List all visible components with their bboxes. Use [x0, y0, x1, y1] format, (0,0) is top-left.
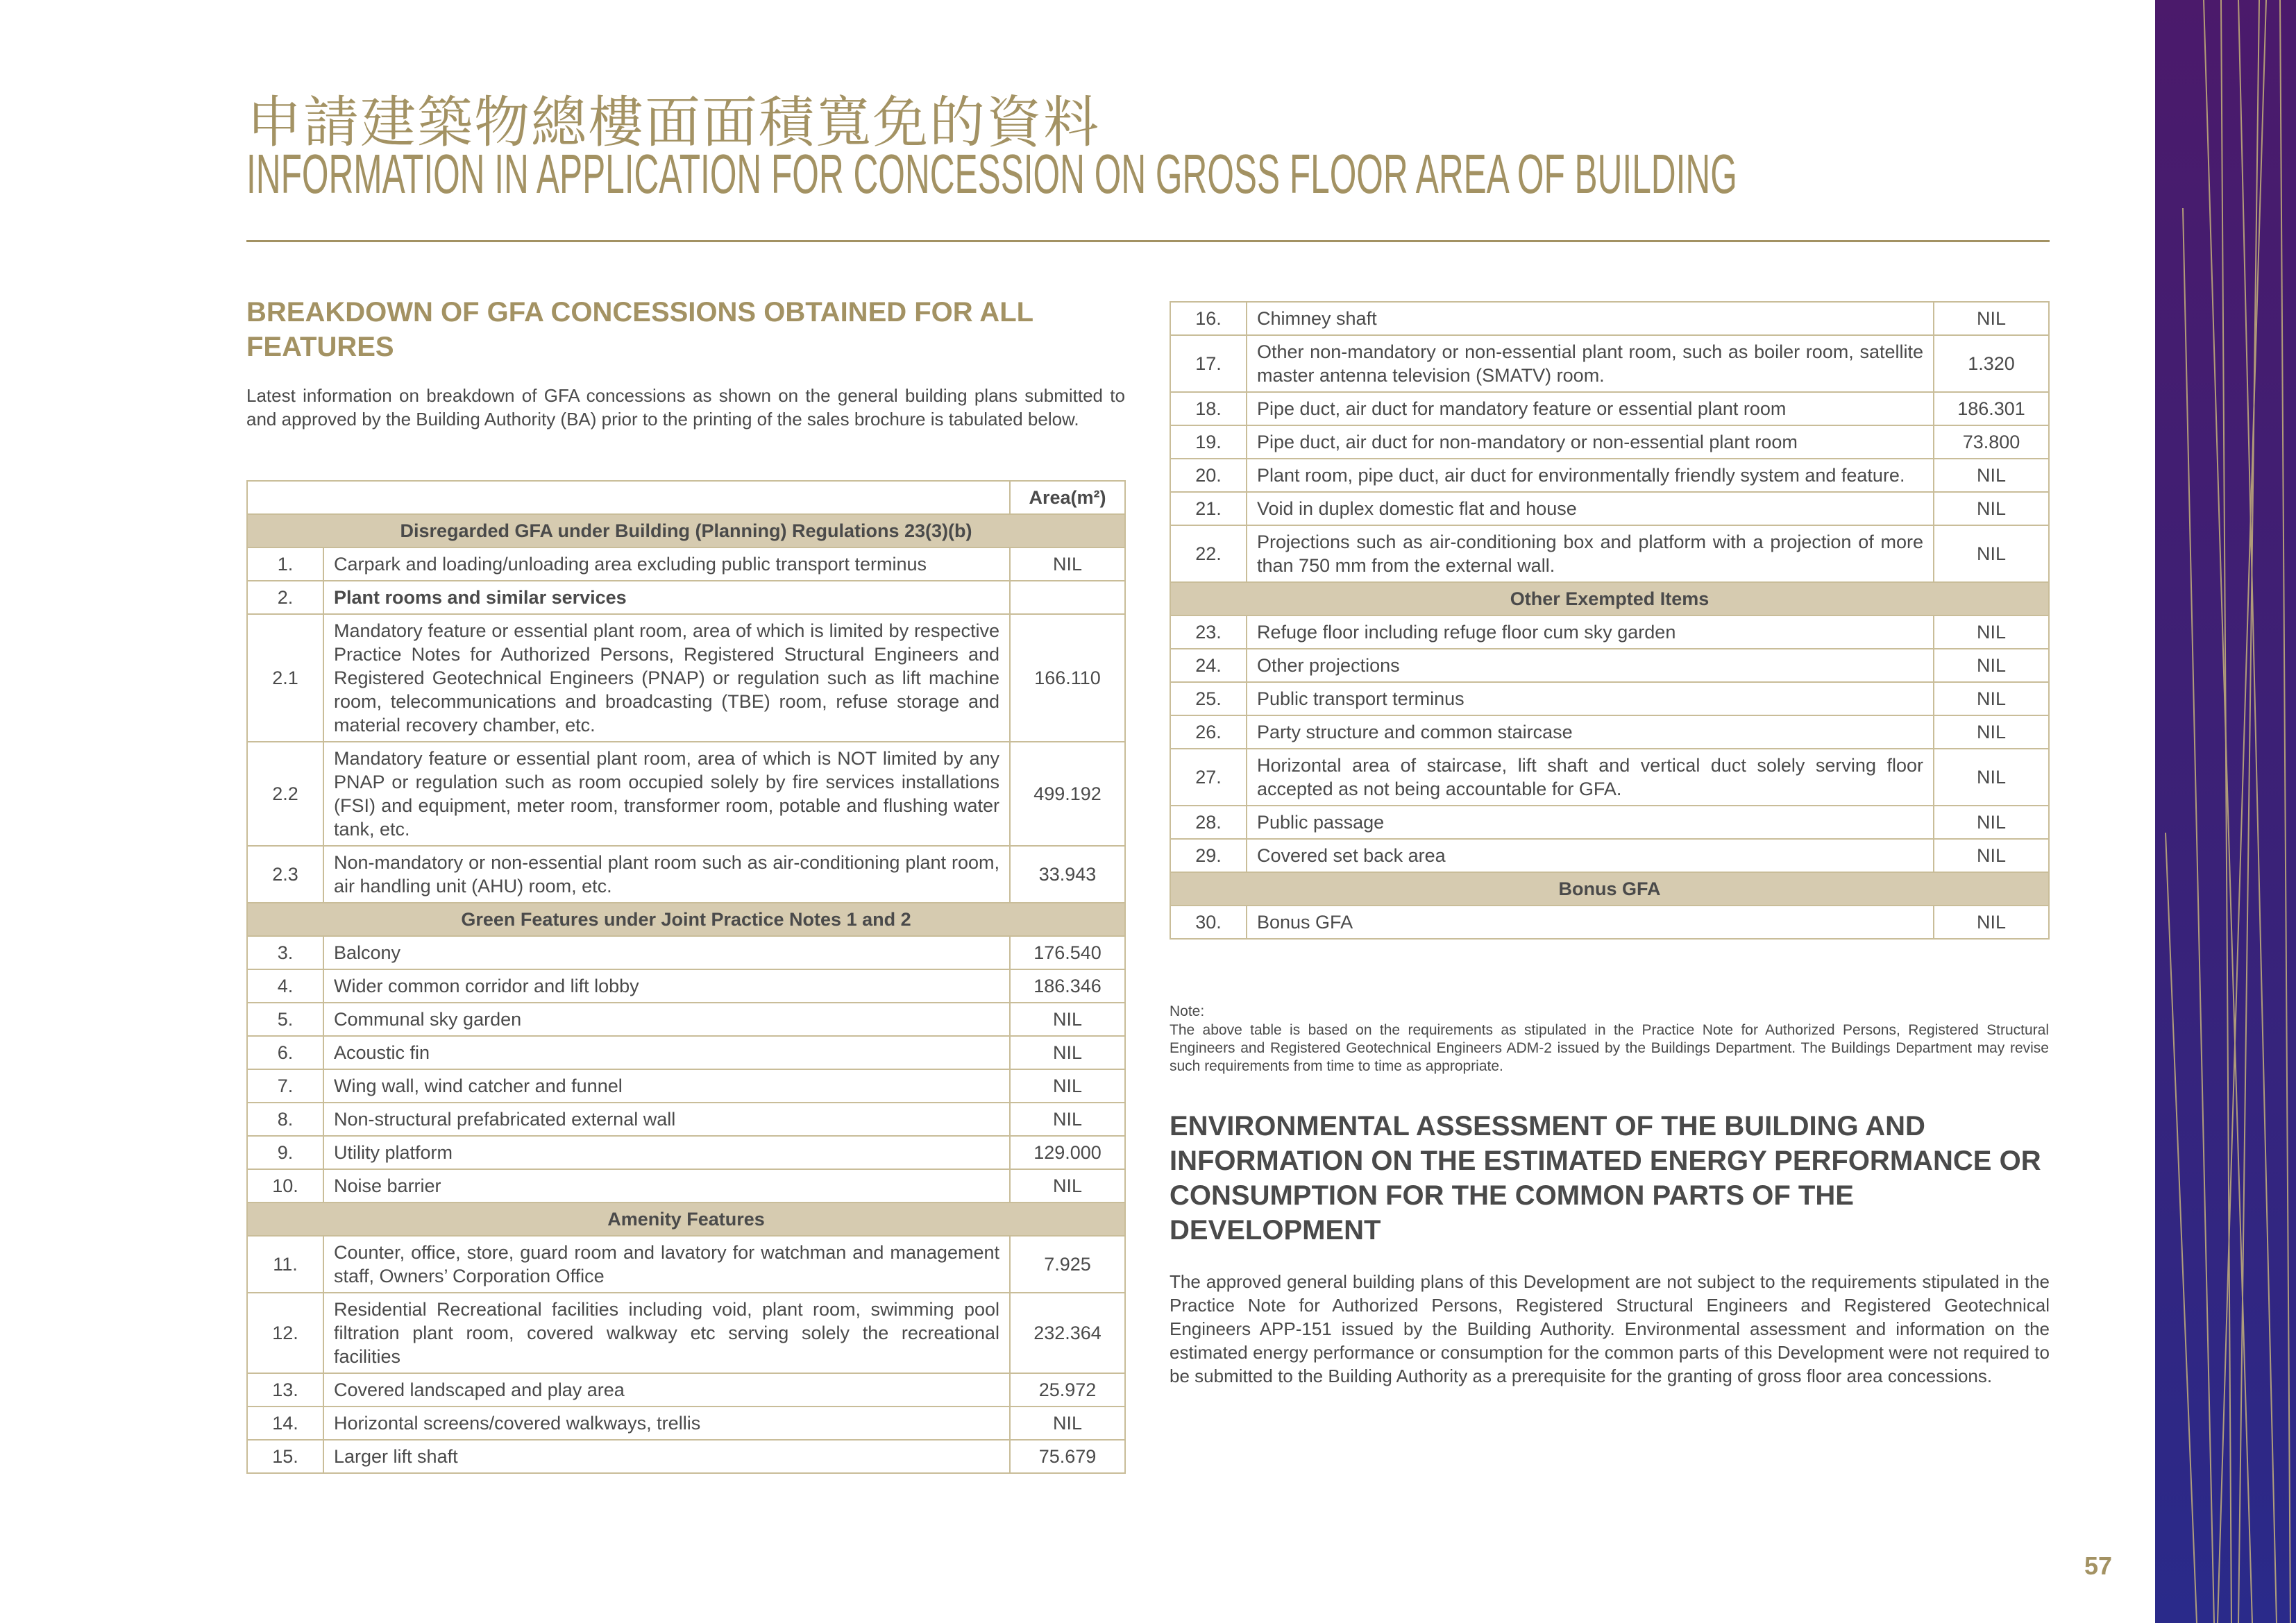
table-row — [1170, 392, 2049, 425]
table-row — [1170, 459, 2049, 492]
table-section-row — [1170, 582, 2049, 615]
table-row — [1170, 806, 2049, 839]
item-number: 7. — [247, 1069, 323, 1103]
item-number: 9. — [247, 1136, 323, 1169]
item-description: Pipe duct, air duct for non-mandatory or non-essential plant room — [1247, 425, 1934, 459]
table-section-row — [1170, 872, 2049, 906]
table-row — [247, 1440, 1125, 1473]
table-row — [247, 742, 1125, 846]
item-area: 33.943 — [1010, 846, 1125, 903]
item-area: NIL — [1934, 806, 2049, 839]
item-description: Chimney shaft — [1247, 302, 1934, 335]
item-area: 176.540 — [1010, 936, 1125, 969]
table-row — [247, 1103, 1125, 1136]
title-divider — [246, 240, 2050, 242]
item-description: Balcony — [323, 936, 1010, 969]
item-description: Plant rooms and similar services — [323, 581, 1010, 614]
table-row — [247, 1407, 1125, 1440]
item-area: 129.000 — [1010, 1136, 1125, 1169]
item-number: 2.1 — [247, 614, 323, 742]
item-area: 7.925 — [1010, 1236, 1125, 1293]
table-row — [247, 1003, 1125, 1036]
item-number: 14. — [247, 1407, 323, 1440]
item-area: 186.301 — [1934, 392, 2049, 425]
item-description: Carpark and loading/unloading area excluding public transport terminus — [323, 547, 1010, 581]
item-description: Public passage — [1247, 806, 1934, 839]
item-description: Counter, office, store, guard room and lavatory for watchman and management staff, Owners’ Corporation Office — [323, 1236, 1010, 1293]
item-area: NIL — [1934, 749, 2049, 806]
area-column-header: Area(m²) — [1010, 481, 1125, 514]
table-row — [247, 1169, 1125, 1203]
item-number: 2.2 — [247, 742, 323, 846]
note-text: The above table is based on the requirements as stipulated in the Practice Note for Authorized Persons, Registered Structural Engineers and Registered Geotechnical Engineers ADM-2 issued by the Buildings Department. The Buildings Department may revise such requirements from time to time as appropriate. — [1170, 1022, 2049, 1074]
item-description: Mandatory feature or essential plant room, area of which is NOT limited by any PNAP or regulation such as room occupied solely by fire services installations (FSI) and equipment, meter room, transformer room, potable and flushing water tank, etc. — [323, 742, 1010, 846]
item-description: Other non-mandatory or non-essential plant room, such as boiler room, satellite master antenna television (SMATV) room. — [1247, 335, 1934, 392]
item-description: Larger lift shaft — [323, 1440, 1010, 1473]
item-area: 232.364 — [1010, 1293, 1125, 1373]
item-description: Void in duplex domestic flat and house — [1247, 492, 1934, 525]
item-area: NIL — [1934, 649, 2049, 682]
table-row — [1170, 682, 2049, 715]
header-blank-cell — [247, 481, 1010, 514]
section-label: Amenity Features — [247, 1203, 1125, 1236]
item-area — [1010, 581, 1125, 614]
table-row — [247, 1136, 1125, 1169]
item-number: 17. — [1170, 335, 1247, 392]
item-area: 25.972 — [1010, 1373, 1125, 1407]
item-number: 18. — [1170, 392, 1247, 425]
table-row — [247, 1293, 1125, 1373]
item-area: NIL — [1010, 547, 1125, 581]
page-title-chinese: 申請建築物總樓面面積寬免的資料 — [246, 90, 1100, 155]
gfa-intro-text: Latest information on breakdown of GFA concessions as shown on the general building plans submitted to and approved by the Building Authority (BA) prior to the printing of the sales brochure is tabulated below. — [246, 385, 1125, 430]
decorative-side-band — [2155, 0, 2296, 1623]
item-area: NIL — [1010, 1069, 1125, 1103]
item-area: NIL — [1934, 459, 2049, 492]
item-area: NIL — [1934, 682, 2049, 715]
note-label: Note: — [1170, 1003, 1205, 1019]
item-number: 10. — [247, 1169, 323, 1203]
table-row — [1170, 839, 2049, 872]
table-row — [1170, 492, 2049, 525]
item-description: Refuge floor including refuge floor cum sky garden — [1247, 615, 1934, 649]
environmental-assessment-text: The approved general building plans of this Development are not subject to the requirements stipulated in the Practice Note for Authorized Persons, Registered Structural Engineers and Registered Geotechnical Engineers APP-151 issued by the Building Authority. Environmental assessment and information on the estimated energy performance or consumption for the common parts of this Development were not required to be submitted to the Building Authority as a prerequisite for the granting of gross floor area concessions. — [1170, 1271, 2050, 1386]
item-description: Plant room, pipe duct, air duct for environmentally friendly system and feature. — [1247, 459, 1934, 492]
item-description: Acoustic fin — [323, 1036, 1010, 1069]
table-row — [247, 1036, 1125, 1069]
item-description: Non-structural prefabricated external wall — [323, 1103, 1010, 1136]
item-area: NIL — [1010, 1407, 1125, 1440]
gfa-table-left — [246, 480, 1126, 1474]
item-number: 21. — [1170, 492, 1247, 525]
table-section-row — [247, 903, 1125, 936]
table-row — [247, 614, 1125, 742]
table-row — [1170, 302, 2049, 335]
table-section-row — [247, 514, 1125, 547]
item-number: 30. — [1170, 906, 1247, 939]
item-number: 5. — [247, 1003, 323, 1036]
item-number: 8. — [247, 1103, 323, 1136]
section-label: Bonus GFA — [1170, 872, 2049, 906]
table-row — [247, 1069, 1125, 1103]
item-number: 2. — [247, 581, 323, 614]
item-description: Covered landscaped and play area — [323, 1373, 1010, 1407]
item-area: NIL — [1934, 906, 2049, 939]
item-number: 6. — [247, 1036, 323, 1069]
item-number: 12. — [247, 1293, 323, 1373]
item-number: 19. — [1170, 425, 1247, 459]
table-row — [247, 936, 1125, 969]
item-description: Wing wall, wind catcher and funnel — [323, 1069, 1010, 1103]
section-label: Green Features under Joint Practice Notes 1 and 2 — [247, 903, 1125, 936]
item-area: NIL — [1010, 1169, 1125, 1203]
item-number: 13. — [247, 1373, 323, 1407]
table-row — [247, 846, 1125, 903]
table-row — [247, 581, 1125, 614]
item-description: Wider common corridor and lift lobby — [323, 969, 1010, 1003]
item-area: NIL — [1934, 302, 2049, 335]
item-number: 4. — [247, 969, 323, 1003]
table-row — [1170, 615, 2049, 649]
table-row — [1170, 335, 2049, 392]
table-row — [1170, 906, 2049, 939]
item-number: 24. — [1170, 649, 1247, 682]
item-description: Horizontal area of staircase, lift shaft and vertical duct solely serving floor accepted as not being accountable for GFA. — [1247, 749, 1934, 806]
item-description: Bonus GFA — [1247, 906, 1934, 939]
page-title-english: INFORMATION IN APPLICATION FOR CONCESSION ON GROSS FLOOR AREA OF BUILDING — [246, 143, 1737, 205]
item-number: 16. — [1170, 302, 1247, 335]
page-number: 57 — [2084, 1552, 2113, 1580]
item-area: 1.320 — [1934, 335, 2049, 392]
item-description: Public transport terminus — [1247, 682, 1934, 715]
item-number: 26. — [1170, 715, 1247, 749]
table-row — [247, 1236, 1125, 1293]
item-number: 28. — [1170, 806, 1247, 839]
table-header-row — [247, 481, 1125, 514]
item-description: Projections such as air-conditioning box and platform with a projection of more than 750 mm from the external wall. — [1247, 525, 1934, 582]
item-number: 15. — [247, 1440, 323, 1473]
table-row — [1170, 715, 2049, 749]
item-area: NIL — [1010, 1003, 1125, 1036]
item-description: Noise barrier — [323, 1169, 1010, 1203]
table-section-row — [247, 1203, 1125, 1236]
item-description: Mandatory feature or essential plant room, area of which is limited by respective Practice Notes for Authorized Persons, Registered Structural Engineers and Registered Geotechnical Engineers (PNAP) or regulation such as lift machine room, telecommunications and broadcasting (TBE) room, refuse storage and material recovery chamber, etc. — [323, 614, 1010, 742]
gfa-table-right — [1170, 301, 2050, 940]
item-description: Covered set back area — [1247, 839, 1934, 872]
item-number: 25. — [1170, 682, 1247, 715]
item-number: 1. — [247, 547, 323, 581]
item-area: NIL — [1934, 615, 2049, 649]
item-number: 11. — [247, 1236, 323, 1293]
item-area: 73.800 — [1934, 425, 2049, 459]
item-description: Horizontal screens/covered walkways, trellis — [323, 1407, 1010, 1440]
item-area: NIL — [1934, 715, 2049, 749]
item-area: 166.110 — [1010, 614, 1125, 742]
item-number: 27. — [1170, 749, 1247, 806]
item-area: 186.346 — [1010, 969, 1125, 1003]
item-area: NIL — [1010, 1036, 1125, 1069]
table-row — [247, 547, 1125, 581]
table-row — [247, 1373, 1125, 1407]
item-description: Residential Recreational facilities including void, plant room, swimming pool filtration plant room, covered walkway etc serving solely the recreational facilities — [323, 1293, 1010, 1373]
item-number: 23. — [1170, 615, 1247, 649]
table-row — [1170, 425, 2049, 459]
table-row — [1170, 749, 2049, 806]
item-area: 499.192 — [1010, 742, 1125, 846]
item-area: NIL — [1010, 1103, 1125, 1136]
item-description: Pipe duct, air duct for mandatory feature or essential plant room — [1247, 392, 1934, 425]
table-row — [1170, 525, 2049, 582]
table-row — [247, 969, 1125, 1003]
section-label: Other Exempted Items — [1170, 582, 2049, 615]
table-row — [1170, 649, 2049, 682]
item-area: NIL — [1934, 492, 2049, 525]
item-description: Non-mandatory or non-essential plant room such as air-conditioning plant room, air handling unit (AHU) room, etc. — [323, 846, 1010, 903]
item-area: NIL — [1934, 839, 2049, 872]
item-number: 20. — [1170, 459, 1247, 492]
item-number: 29. — [1170, 839, 1247, 872]
item-area: 75.679 — [1010, 1440, 1125, 1473]
section-label: Disregarded GFA under Building (Planning) Regulations 23(3)(b) — [247, 514, 1125, 547]
environmental-assessment-heading: ENVIRONMENTAL ASSESSMENT OF THE BUILDING AND INFORMATION ON THE ESTIMATED ENERGY PERFORMANCE OR CONSUMPTION FOR THE COMMON PARTS OF THE DEVELOPMENT — [1170, 1111, 2041, 1246]
item-description: Other projections — [1247, 649, 1934, 682]
item-description: Utility platform — [323, 1136, 1010, 1169]
item-number: 3. — [247, 936, 323, 969]
item-description: Communal sky garden — [323, 1003, 1010, 1036]
item-number: 22. — [1170, 525, 1247, 582]
item-description: Party structure and common staircase — [1247, 715, 1934, 749]
gfa-breakdown-heading: BREAKDOWN OF GFA CONCESSIONS OBTAINED FOR ALL FEATURES — [246, 297, 1033, 362]
item-number: 2.3 — [247, 846, 323, 903]
item-area: NIL — [1934, 525, 2049, 582]
